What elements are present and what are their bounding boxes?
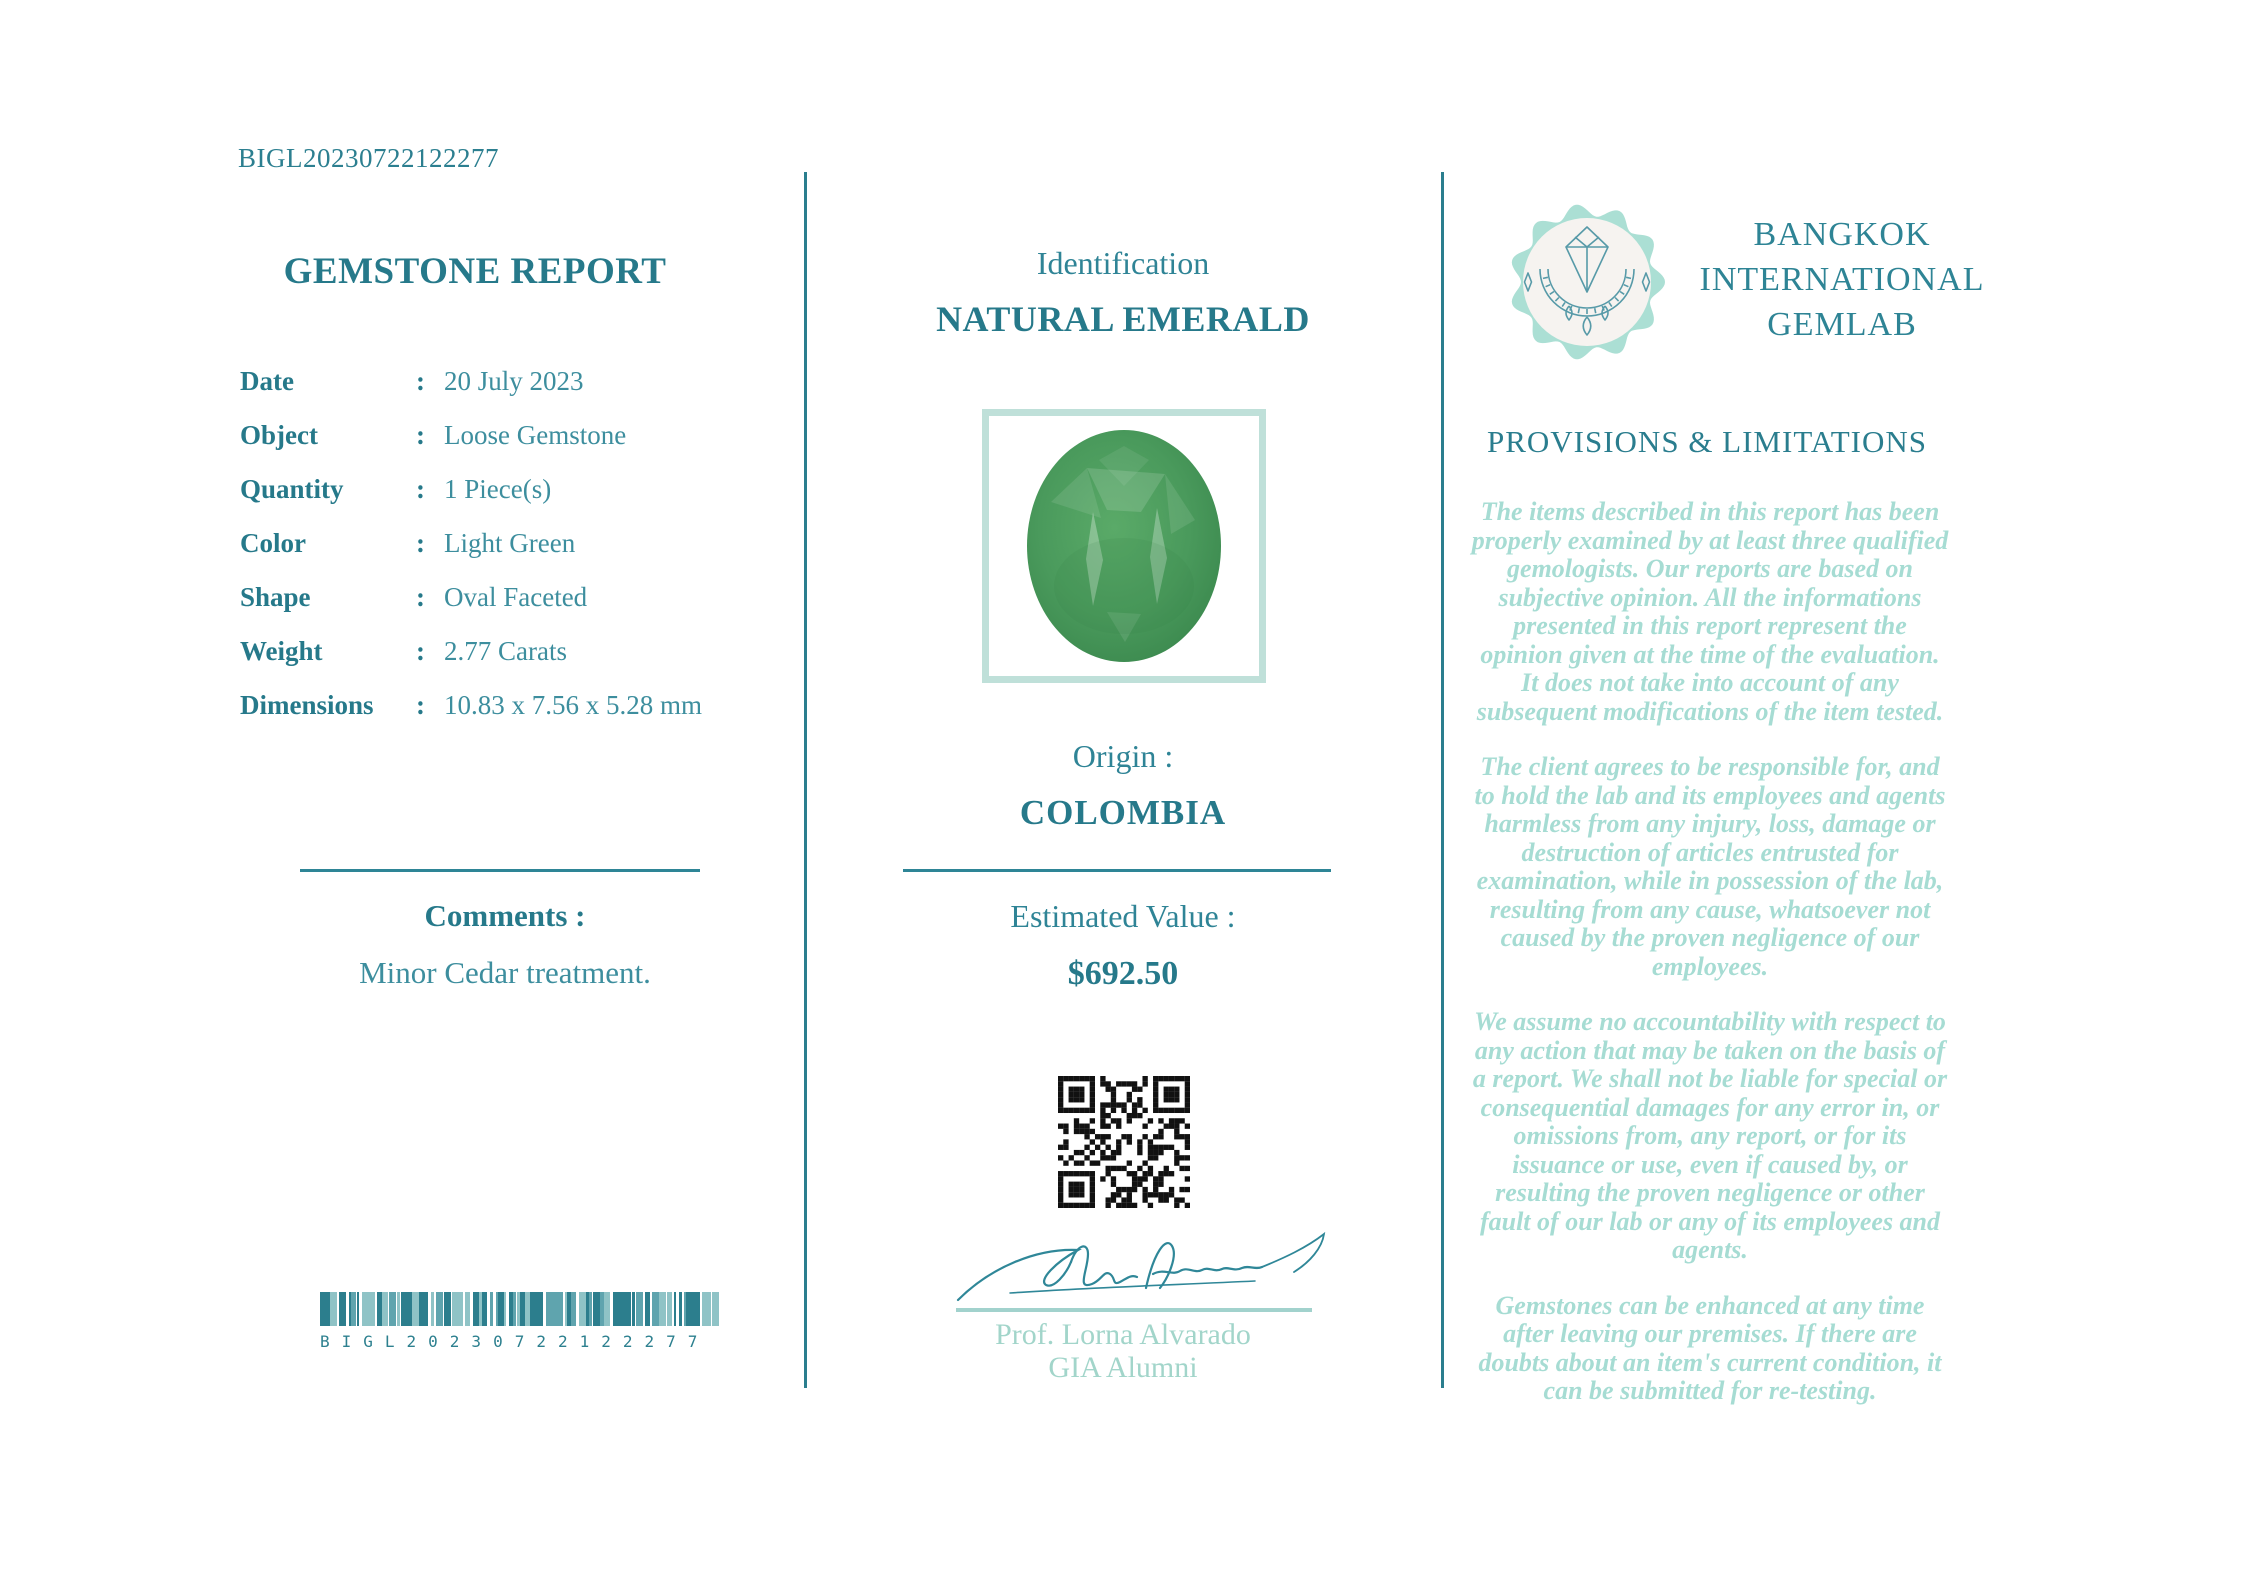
report-title: GEMSTONE REPORT	[283, 251, 667, 292]
qr-code-icon	[1058, 1076, 1190, 1208]
lab-name-line-1: BANGKOK	[1753, 216, 1931, 253]
barcode-text: BIGL20230722122277	[320, 1332, 710, 1351]
lab-name	[1682, 212, 2002, 347]
field-colon: :	[416, 366, 425, 396]
field-label-quantity: Quantity	[240, 474, 344, 504]
field-label-shape: Shape	[240, 582, 311, 612]
comments-divider	[300, 869, 700, 872]
gemstone-fields-table	[240, 366, 740, 744]
signature-icon	[950, 1230, 1340, 1314]
estimated-value-label: Estimated Value :	[1010, 898, 1236, 934]
lab-name-line-2: INTERNATIONAL	[1699, 261, 1985, 298]
field-row-object	[240, 420, 740, 451]
lab-name-line-3: GEMLAB	[1767, 306, 1917, 343]
field-value-date: 20 July 2023	[444, 366, 584, 396]
field-colon: :	[416, 690, 425, 720]
signature-underline	[956, 1308, 1312, 1312]
identification-value: NATURAL EMERALD	[936, 299, 1310, 339]
signatory-name: Prof. Lorna Alvarado	[995, 1318, 1251, 1351]
identification-label: Identification	[1036, 245, 1210, 281]
signatory-title: GIA Alumni	[1048, 1351, 1198, 1384]
column-divider-right	[1441, 172, 1444, 1388]
field-value-quantity: 1 Piece(s)	[444, 474, 552, 504]
lab-logo-badge-icon	[1502, 197, 1672, 367]
comments-text: Minor Cedar treatment.	[359, 955, 651, 990]
origin-label: Origin :	[1072, 738, 1174, 774]
gem-photo-frame	[982, 409, 1266, 683]
field-row-color	[240, 528, 740, 559]
field-row-quantity	[240, 474, 740, 505]
field-colon: :	[416, 582, 425, 612]
field-label-dimensions: Dimensions	[240, 690, 374, 720]
field-row-dimensions	[240, 690, 740, 721]
provisions-paragraphs	[1470, 498, 1950, 1433]
provisions-paragraph-3: We assume no accountability with respect to any action that may be taken on the basis of a report. We shall not be liable for special or consequential damages for any error in, or omissions from, any report, or for its issuance or use, even if caused by, or resulting the proven negligence or other fault of our lab or any of its employees and agents.	[1472, 1007, 1948, 1264]
provisions-paragraph-1: The items described in this report has been properly examined by at least three qualified gemologists. Our reports are based on subjective opinion. All the informations presented in this report represent the opinion given at the time of the evaluation. It does not take into account of any subsequent modifications of the item tested.	[1471, 497, 1949, 726]
field-label-color: Color	[240, 528, 306, 558]
field-row-date	[240, 366, 740, 397]
column-divider-left	[804, 172, 807, 1388]
origin-value: COLOMBIA	[1019, 793, 1227, 832]
field-row-shape	[240, 582, 740, 613]
provisions-paragraph-4: Gemstones can be enhanced at any time after leaving our premises. If there are doubts about an item's current condition, it can be submitted for re-testing.	[1478, 1290, 1942, 1405]
field-value-dimensions: 10.83 x 7.56 x 5.28 mm	[444, 690, 703, 720]
barcode-icon	[320, 1292, 722, 1326]
estimated-value-amount: $692.50	[1067, 955, 1179, 992]
field-label-date: Date	[240, 366, 294, 396]
field-colon: :	[416, 528, 425, 558]
provisions-paragraph-2: The client agrees to be responsible for, and to hold the lab and its employees and agents harmless from any injury, loss, damage or destruction of articles entrusted for examination, while in possession of the lab, resulting from any cause, whatsoever not caused by the proven negligence of our employees.	[1474, 752, 1946, 981]
field-value-weight: 2.77 Carats	[444, 636, 567, 666]
provisions-title: PROVISIONS & LIMITATIONS	[1486, 424, 1928, 459]
report-number: BIGL20230722122277	[238, 143, 499, 173]
comments-title: Comments :	[424, 898, 586, 933]
field-value-object: Loose Gemstone	[444, 420, 627, 450]
field-row-weight	[240, 636, 740, 667]
field-label-object: Object	[240, 420, 318, 450]
field-colon: :	[416, 420, 425, 450]
value-divider	[903, 869, 1331, 872]
emerald-photo	[989, 416, 1259, 676]
barcode	[320, 1292, 722, 1351]
field-value-color: Light Green	[444, 528, 576, 558]
field-colon: :	[416, 474, 425, 504]
field-colon: :	[416, 636, 425, 666]
field-value-shape: Oval Faceted	[444, 582, 588, 612]
field-label-weight: Weight	[240, 636, 323, 666]
